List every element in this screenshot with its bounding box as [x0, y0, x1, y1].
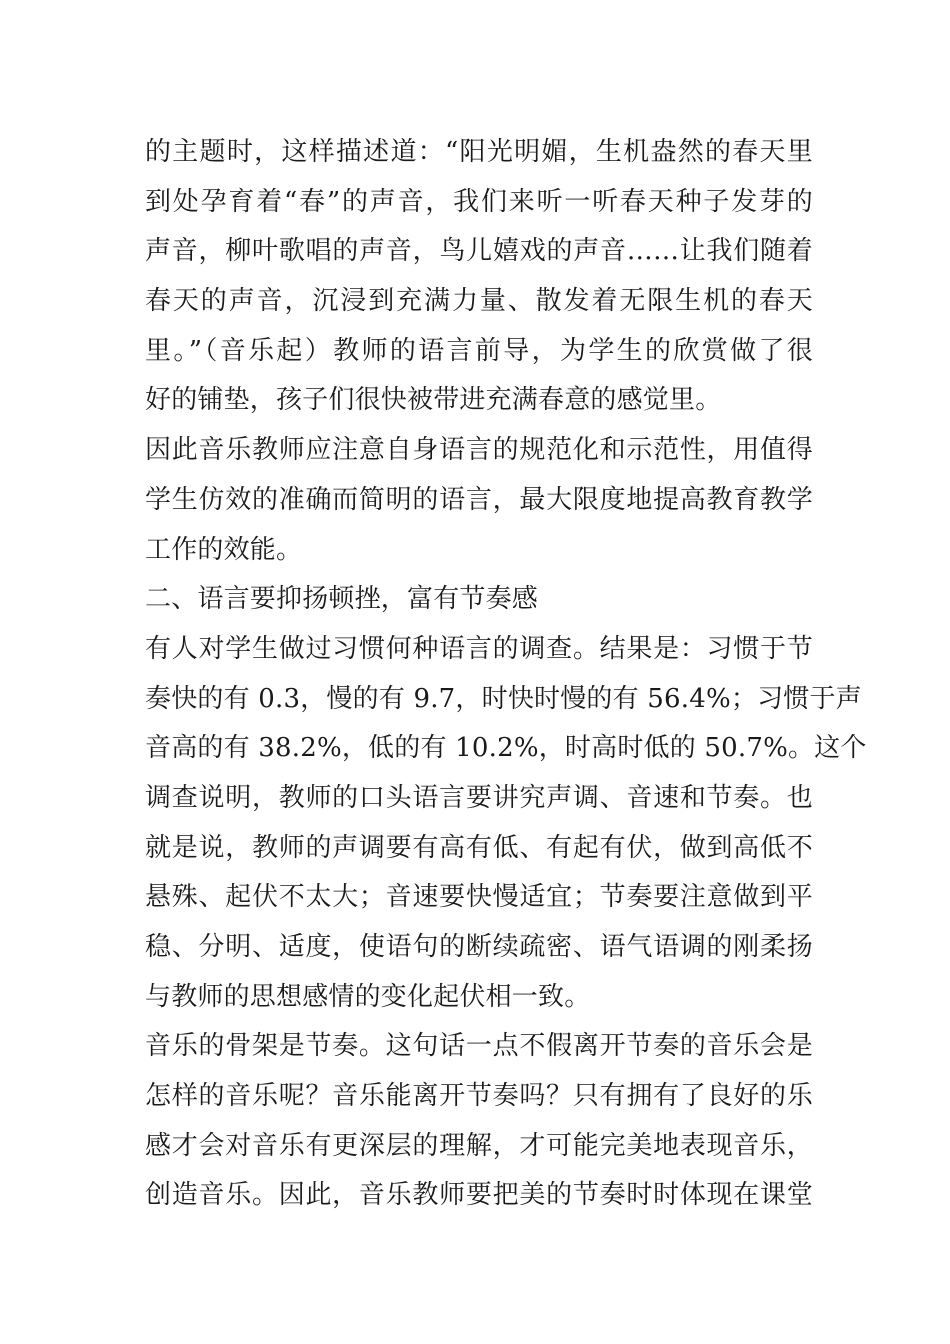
text-line: 怎样的音乐呢？音乐能离开节奏吗？只有拥有了良好的乐: [145, 1081, 813, 1112]
text-line: 调查说明，教师的口头语言要讲究声调、音速和节奏。也: [145, 782, 813, 813]
text-line: 就是说，教师的声调要有高有低、有起有伏，做到高低不: [145, 832, 813, 863]
body-text: [145, 128, 867, 1221]
text-line: 学生仿效的准确而简明的语言，最大限度地提高教育教学: [145, 484, 813, 515]
text-line: 到处孕育着“春”的声音，我们来听一听春天种子发芽的: [145, 186, 813, 217]
text-line: 因此音乐教师应注意自身语言的规范化和示范性，用值得: [145, 435, 813, 466]
text-line: 有人对学生做过习惯何种语言的调查。结果是：习惯于节: [145, 633, 813, 664]
text-line: 里。”（音乐起）教师的语言前导，为学生的欣赏做了很: [145, 335, 813, 366]
text-line: 悬殊、起伏不太大；音速要快慢适宜；节奏要注意做到平: [145, 882, 813, 913]
text-line: 稳、分明、适度，使语句的断续疏密、语气语调的刚柔扬: [145, 932, 813, 962]
text-line: 创造音乐。因此，音乐教师要把美的节奏时时体现在课堂: [145, 1180, 813, 1211]
text-line: 的主题时，这样描述道：“阳光明媚，生机盎然的春天里: [145, 137, 813, 167]
text-line: 感才会对音乐有更深层的理解，才可能完美地表现音乐，: [145, 1130, 813, 1161]
text-line: 春天的声音，沉浸到充满力量、散发着无限生机的春天: [145, 286, 813, 317]
text-line: 音乐的骨架是节奏。这句话一点不假离开节奏的音乐会是: [145, 1031, 813, 1062]
text-line: 工作的效能。: [145, 534, 303, 565]
text-line: 奏快的有 0.3，慢的有 9.7，时快时慢的有 56.4%；习惯于声: [145, 683, 862, 714]
section-heading: 二、语言要抑扬顿挫，富有节奏感: [145, 584, 539, 615]
text-line: 音高的有 38.2%，低的有 10.2%，时高时低的 50.7%。这个: [145, 733, 867, 764]
text-line: 好的铺垫，孩子们很快被带进充满春意的感觉里。: [145, 385, 722, 416]
text-line: 声音，柳叶歌唱的声音，鸟儿嬉戏的声音……让我们随着: [145, 236, 813, 267]
text-line: 与教师的思想感情的变化起伏相一致。: [145, 981, 591, 1012]
